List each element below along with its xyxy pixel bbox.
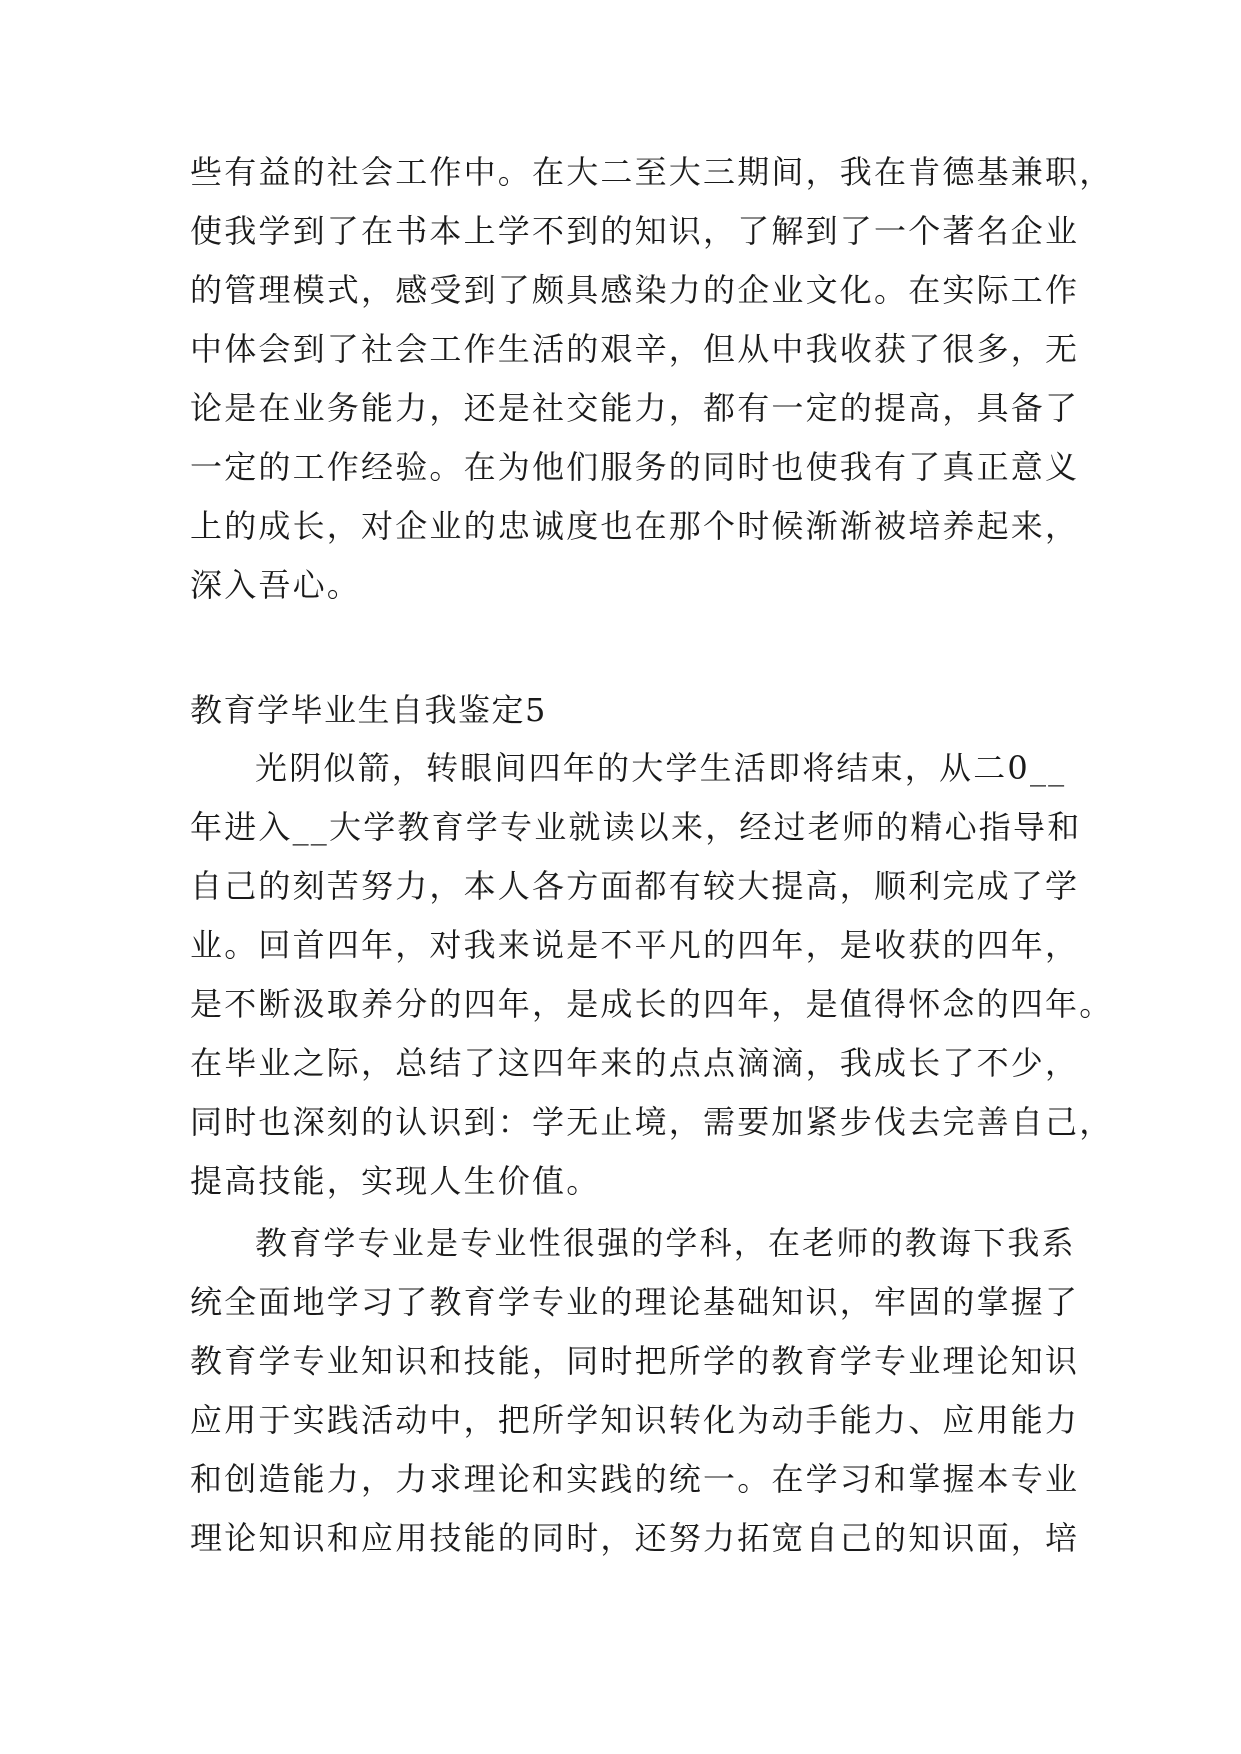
paragraph-3-line-5: 和创造能力，力求理论和实践的统一。在学习和掌握本专业 [190,1460,1080,1498]
paragraph-3-line-2: 统全面地学习了教育学专业的理论基础知识，牢固的掌握了 [190,1283,1080,1321]
paragraph-1-line-4: 中体会到了社会工作生活的艰辛，但从中我收获了很多，无 [190,330,1080,368]
paragraph-3-line-3: 教育学专业知识和技能，同时把所学的教育学专业理论知识 [190,1342,1080,1380]
paragraph-3-line-6: 理论知识和应用技能的同时，还努力拓宽自己的知识面，培 [190,1519,1080,1557]
paragraph-1-line-1: 些有益的社会工作中。在大二至大三期间，我在肯德基兼职， [190,153,1114,191]
paragraph-2-line-1: 光阴似箭，转眼间四年的大学生活即将结束，从二0__ [255,749,1067,787]
paragraph-2-line-4: 业。回首四年，对我来说是不平凡的四年，是收获的四年， [190,926,1080,964]
paragraph-1-line-7: 上的成长，对企业的忠诚度也在那个时候渐渐被培养起来， [190,507,1080,545]
paragraph-2-line-3: 自己的刻苦努力，本人各方面都有较大提高，顺利完成了学 [190,867,1080,905]
paragraph-2-line-5: 是不断汲取养分的四年，是成长的四年，是值得怀念的四年。 [190,985,1114,1023]
paragraph-1-line-8: 深入吾心。 [190,566,362,604]
paragraph-1-line-2: 使我学到了在书本上学不到的知识，了解到了一个著名企业 [190,212,1080,250]
paragraph-2-line-8: 提高技能，实现人生价值。 [190,1162,601,1200]
paragraph-2-line-7: 同时也深刻的认识到：学无止境，需要加紧步伐去完善自己， [190,1103,1114,1141]
paragraph-1-line-6: 一定的工作经验。在为他们服务的同时也使我有了真正意义 [190,448,1080,486]
paragraph-2-line-2: 年进入__大学教育学专业就读以来，经过老师的精心指导和 [190,808,1082,846]
section-heading: 教育学毕业生自我鉴定5 [190,691,547,729]
paragraph-3-line-1: 教育学专业是专业性很强的学科，在老师的教诲下我系 [255,1224,1076,1262]
paragraph-1-line-5: 论是在业务能力，还是社交能力，都有一定的提高，具备了 [190,389,1080,427]
paragraph-2-line-6: 在毕业之际，总结了这四年来的点点滴滴，我成长了不少， [190,1044,1080,1082]
paragraph-1-line-3: 的管理模式，感受到了颇具感染力的企业文化。在实际工作 [190,271,1080,309]
paragraph-3-line-4: 应用于实践活动中，把所学知识转化为动手能力、应用能力 [190,1401,1080,1439]
